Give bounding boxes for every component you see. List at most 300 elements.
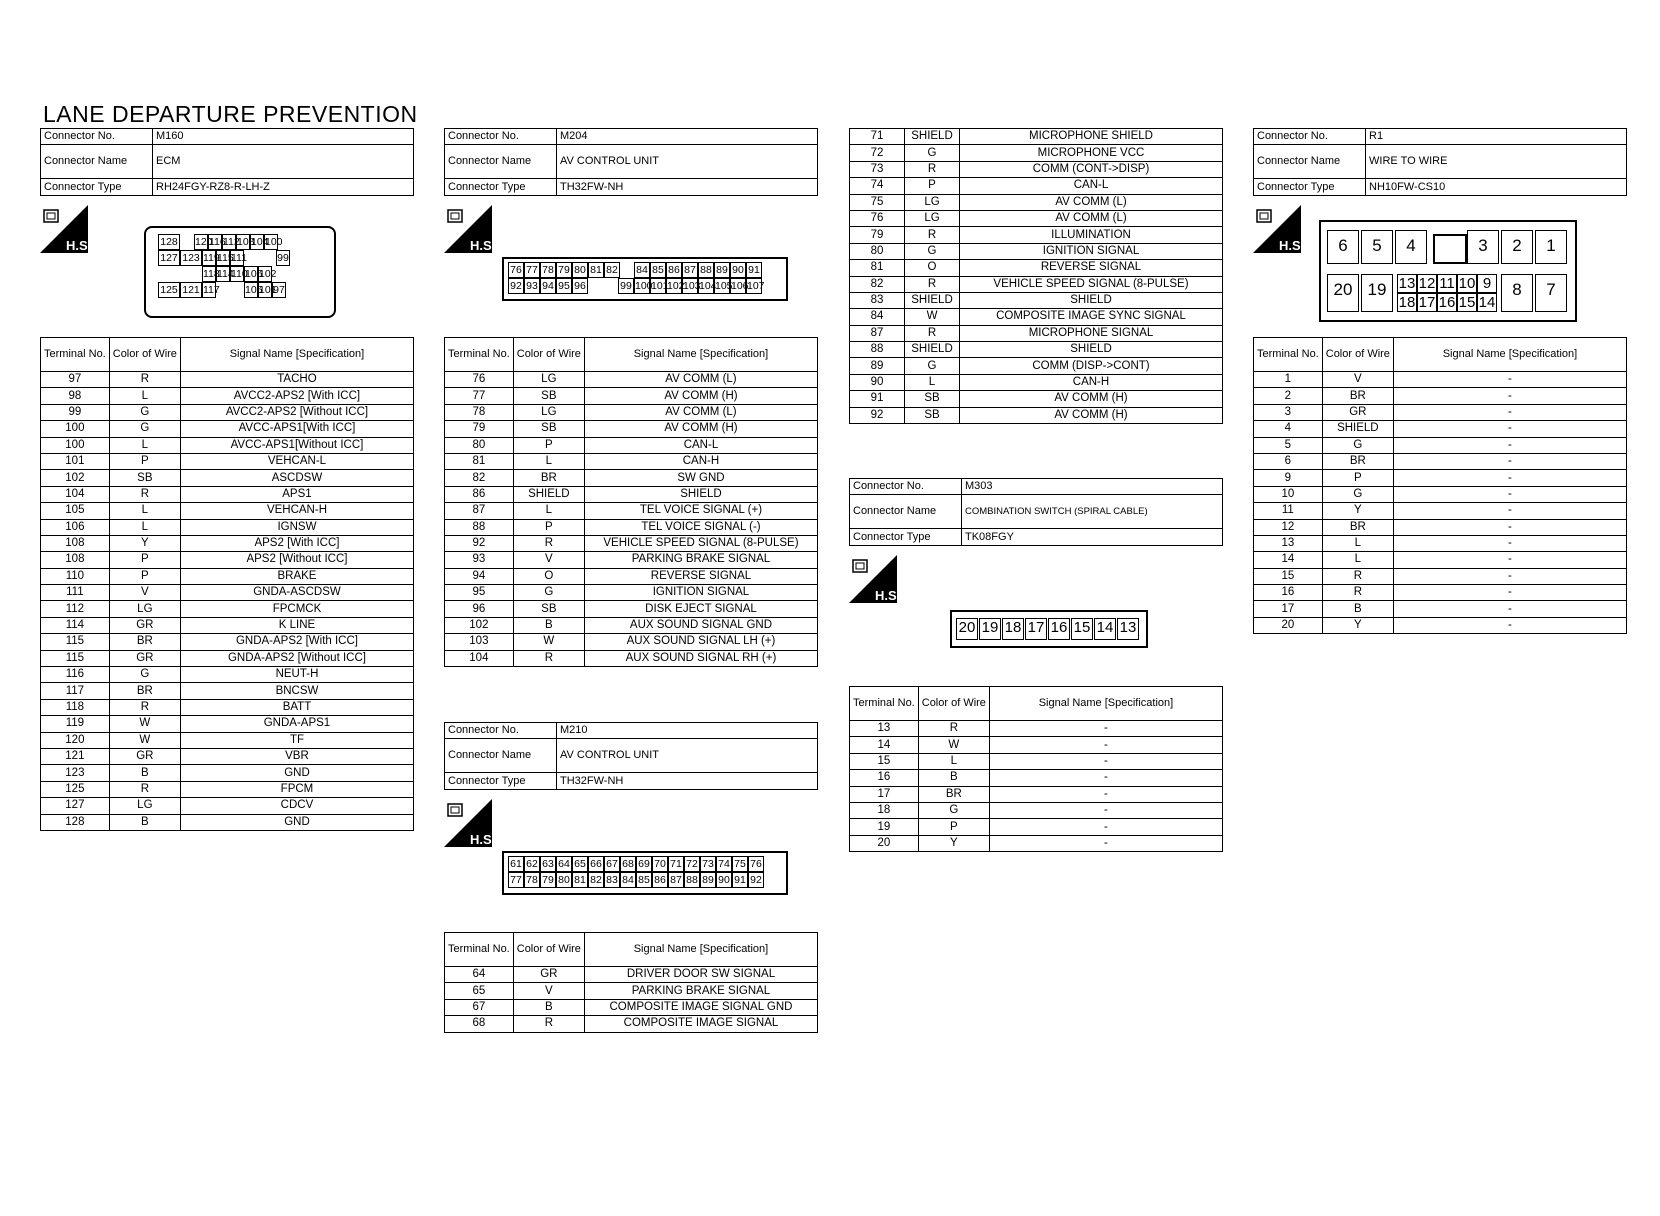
connector-pin: 84 [620, 872, 636, 888]
connector-pin: 4 [1395, 230, 1427, 264]
signal-name: GNDA-APS1 [180, 716, 413, 732]
wire-color: SHIELD [905, 129, 960, 145]
harness-side-icon [444, 799, 496, 847]
wire-color: L [109, 519, 180, 535]
connector-pin: 94 [540, 278, 556, 294]
connector-pin: 104 [699, 280, 717, 292]
terminal-no: 20 [1254, 617, 1323, 633]
table-row [41, 535, 414, 551]
connector-pin: 91 [732, 872, 748, 888]
terminal-no: 87 [850, 325, 905, 341]
page-title: LANE DEPARTURE PREVENTION [43, 101, 418, 127]
wire-color: BR [1322, 453, 1393, 469]
signal-name: FPCMCK [180, 601, 413, 617]
wire-color: G [1322, 437, 1393, 453]
signal-name: K LINE [180, 617, 413, 633]
connector-pin: 100 [265, 236, 283, 248]
hs-badge: H.S. [66, 238, 92, 253]
table-row [445, 634, 818, 650]
table-row [850, 358, 1223, 374]
signal-name: - [1393, 470, 1626, 486]
label: Connector Type [445, 179, 557, 195]
signal-name: AVCC2-APS2 [With ICC] [180, 388, 413, 404]
table-row [41, 683, 414, 699]
signal-name: SHIELD [584, 486, 817, 502]
signal-name: IGNITION SIGNAL [584, 585, 817, 601]
connector-pin: 19 [979, 618, 1001, 640]
table-row [850, 819, 1223, 835]
terminal-no: 128 [41, 814, 110, 830]
table-row [445, 535, 818, 551]
signal-name: TACHO [180, 372, 413, 388]
table-row [1254, 535, 1627, 551]
wire-color: BR [109, 634, 180, 650]
signal-name: - [1393, 617, 1626, 633]
wire-color: W [513, 634, 584, 650]
label: Connector Name [445, 145, 557, 179]
terminal-no: 20 [850, 835, 919, 851]
terminal-no: 97 [41, 372, 110, 388]
connector-pin: 78 [540, 262, 556, 278]
connector-pin: 80 [572, 262, 588, 278]
terminal-no: 76 [850, 210, 905, 226]
connector-pin: 97 [273, 284, 285, 296]
wire-color: SB [905, 407, 960, 423]
terminal-no: 89 [850, 358, 905, 374]
table-row [41, 552, 414, 568]
wire-color: Y [1322, 617, 1393, 633]
wire-color: L [109, 437, 180, 453]
terminal-no: 106 [41, 519, 110, 535]
signal-name: GND [180, 814, 413, 830]
connector-pin: 108 [237, 236, 255, 248]
terminal-no: 87 [445, 503, 514, 519]
signal-name: APS2 [With ICC] [180, 535, 413, 551]
signal-name: - [1393, 601, 1626, 617]
signal-name: AV COMM (L) [584, 404, 817, 420]
signal-name: - [989, 802, 1222, 818]
wire-color: LG [905, 210, 960, 226]
terminal-no: 88 [445, 519, 514, 535]
table-row [41, 814, 414, 830]
connector-type: NH10FW-CS10 [1366, 179, 1627, 195]
table-row [1254, 617, 1627, 633]
signal-name: CDCV [180, 798, 413, 814]
signal-name: SHIELD [960, 292, 1223, 308]
signal-name: GND [180, 765, 413, 781]
table-row [41, 699, 414, 715]
terminal-no: 112 [41, 601, 110, 617]
table-row [850, 721, 1223, 737]
connector-pin: 80 [556, 872, 572, 888]
label: Connector No. [1254, 129, 1366, 145]
connector-pin: 72 [684, 856, 700, 872]
m160-connector-face [144, 226, 336, 318]
signal-name: COMPOSITE IMAGE SIGNAL GND [584, 999, 817, 1015]
wire-color: Y [918, 835, 989, 851]
table-row [850, 292, 1223, 308]
connector-pin: 81 [572, 872, 588, 888]
wire-color: W [905, 309, 960, 325]
signal-name: COMPOSITE IMAGE SYNC SIGNAL [960, 309, 1223, 325]
signal-header: Signal Name [Specification] [989, 687, 1222, 721]
connector-pin: 83 [604, 872, 620, 888]
hs-badge: H.S. [875, 588, 901, 603]
terminal-no: 77 [445, 388, 514, 404]
wire-color: G [109, 404, 180, 420]
connector-pin: 9 [1477, 274, 1497, 293]
table-row [445, 552, 818, 568]
signal-name: AV COMM (H) [584, 388, 817, 404]
table-row [445, 453, 818, 469]
connector-pin: 8 [1501, 274, 1533, 312]
signal-name: CAN-L [960, 178, 1223, 194]
label: Connector Name [1254, 145, 1366, 179]
wire-color: Y [109, 535, 180, 551]
wire-color: L [918, 753, 989, 769]
table-row [850, 737, 1223, 753]
wire-color: SB [513, 388, 584, 404]
connector-pin: 62 [524, 856, 540, 872]
connector-pin: 112 [223, 236, 240, 248]
connector-pin: 81 [588, 262, 604, 278]
signal-name: FPCM [180, 781, 413, 797]
terminal-no: 75 [850, 194, 905, 210]
terminal-no: 110 [41, 568, 110, 584]
wire-color: L [905, 374, 960, 390]
connector-pin: 105 [245, 284, 263, 296]
signal-name: AV COMM (H) [960, 407, 1223, 423]
connector-name: ECM [153, 145, 414, 179]
terminal-no: 86 [445, 486, 514, 502]
connector-pin: 64 [556, 856, 572, 872]
terminal-no: 65 [445, 983, 514, 999]
signal-name: BATT [180, 699, 413, 715]
terminal-no: 80 [850, 243, 905, 259]
table-row [1254, 437, 1627, 453]
hs-badge: H.S. [470, 832, 496, 847]
connector-pin: 107 [747, 280, 765, 292]
terminal-no: 99 [41, 404, 110, 420]
terminal-no: 19 [850, 819, 919, 835]
connector-pin: 16 [1438, 294, 1456, 311]
wire-color: V [109, 585, 180, 601]
table-row [445, 503, 818, 519]
m210-info-table [444, 722, 818, 790]
table-row [850, 260, 1223, 276]
connector-pin: 127 [158, 250, 180, 266]
table-row [850, 161, 1223, 177]
signal-name: SHIELD [960, 342, 1223, 358]
wire-color: G [1322, 486, 1393, 502]
color-header: Color of Wire [513, 338, 584, 372]
connector-pin: 3 [1467, 230, 1499, 264]
connector-pin: 117 [203, 284, 220, 296]
wire-color: LG [109, 601, 180, 617]
r1-terminal-table [1253, 337, 1627, 634]
signal-name: GNDA-APS2 [Without ICC] [180, 650, 413, 666]
connector-pin: 105 [715, 280, 733, 292]
connector-no: M160 [153, 129, 414, 145]
wire-color: G [109, 421, 180, 437]
terminal-no: 78 [445, 404, 514, 420]
signal-name: ASCDSW [180, 470, 413, 486]
signal-name: TEL VOICE SIGNAL (-) [584, 519, 817, 535]
wire-color: P [513, 519, 584, 535]
wire-color: LG [513, 372, 584, 388]
signal-name: IGNITION SIGNAL [960, 243, 1223, 259]
connector-pin: 77 [508, 872, 524, 888]
terminal-no: 102 [445, 617, 514, 633]
terminal-no: 79 [445, 421, 514, 437]
table-row [41, 503, 414, 519]
signal-name: - [1393, 568, 1626, 584]
m204-continued-terminal-table [849, 128, 1223, 424]
connector-pin: 87 [668, 872, 684, 888]
terminal-no-header: Terminal No. [445, 933, 514, 967]
signal-header: Signal Name [Specification] [584, 338, 817, 372]
table-row [41, 372, 414, 388]
signal-name: - [989, 753, 1222, 769]
terminal-no: 64 [445, 967, 514, 983]
table-row [1254, 388, 1627, 404]
hs-badge: H.S. [470, 238, 496, 253]
wire-color: GR [1322, 404, 1393, 420]
wire-color: GR [513, 967, 584, 983]
terminal-no: 102 [41, 470, 110, 486]
connector-name: WIRE TO WIRE [1366, 145, 1627, 179]
label: Connector Type [850, 529, 962, 545]
connector-pin: 92 [508, 278, 524, 294]
table-row [850, 309, 1223, 325]
wire-color: G [905, 358, 960, 374]
terminal-no: 82 [850, 276, 905, 292]
m204-connector-face [502, 257, 788, 301]
terminal-no: 18 [850, 802, 919, 818]
connector-pin: 111 [231, 252, 247, 264]
terminal-no: 16 [850, 770, 919, 786]
m303-info-table [849, 478, 1223, 546]
table-row [445, 404, 818, 420]
connector-pin: 65 [572, 856, 588, 872]
terminal-no: 94 [445, 568, 514, 584]
terminal-no: 84 [850, 309, 905, 325]
connector-pin: 15 [1458, 294, 1476, 311]
signal-name: - [1393, 503, 1626, 519]
table-row [850, 835, 1223, 851]
terminal-no: 92 [445, 535, 514, 551]
connector-pin: 96 [572, 278, 588, 294]
signal-name: MICROPHONE VCC [960, 145, 1223, 161]
signal-name: - [1393, 552, 1626, 568]
table-row [1254, 585, 1627, 601]
table-row [1254, 404, 1627, 420]
terminal-no: 98 [41, 388, 110, 404]
connector-pin: 76 [508, 262, 524, 278]
wire-color: P [109, 552, 180, 568]
wire-color: R [905, 227, 960, 243]
connector-pin: 103 [683, 280, 701, 292]
table-row [850, 374, 1223, 390]
connector-pin: 85 [650, 262, 666, 278]
table-row [445, 568, 818, 584]
connector-pin: 86 [666, 262, 682, 278]
terminal-no: 100 [41, 437, 110, 453]
table-row [850, 407, 1223, 423]
signal-name: AV COMM (H) [960, 391, 1223, 407]
table-row [445, 999, 818, 1015]
signal-name: VEHCAN-L [180, 453, 413, 469]
connector-pin: 77 [524, 262, 540, 278]
connector-pin: 125 [158, 282, 180, 298]
connector-pin: 18 [1398, 294, 1416, 311]
wire-color: R [109, 486, 180, 502]
table-row [41, 765, 414, 781]
wire-color: R [109, 699, 180, 715]
signal-name: - [1393, 372, 1626, 388]
connector-pin: 91 [746, 262, 762, 278]
wire-color: R [905, 161, 960, 177]
table-row [1254, 568, 1627, 584]
table-row [41, 388, 414, 404]
wire-color: BR [513, 470, 584, 486]
wire-color: L [513, 453, 584, 469]
wire-color: G [905, 243, 960, 259]
table-row [445, 486, 818, 502]
table-row [850, 753, 1223, 769]
signal-name: REVERSE SIGNAL [960, 260, 1223, 276]
terminal-no: 72 [850, 145, 905, 161]
m160-terminal-table [40, 337, 414, 831]
signal-name: COMM (CONT->DISP) [960, 161, 1223, 177]
connector-pin: 16 [1048, 618, 1070, 640]
wire-color: SHIELD [1322, 421, 1393, 437]
signal-name: REVERSE SIGNAL [584, 568, 817, 584]
signal-name: - [1393, 453, 1626, 469]
terminal-no: 73 [850, 161, 905, 177]
table-row [41, 453, 414, 469]
wire-color: G [905, 145, 960, 161]
signal-name: DRIVER DOOR SW SIGNAL [584, 967, 817, 983]
signal-name: SW GND [584, 470, 817, 486]
table-row [850, 178, 1223, 194]
harness-side-icon [849, 555, 901, 603]
connector-pin: 70 [652, 856, 668, 872]
connector-type: RH24FGY-RZ8-R-LH-Z [153, 179, 414, 195]
signal-name: - [1393, 421, 1626, 437]
signal-name: PARKING BRAKE SIGNAL [584, 983, 817, 999]
connector-pin: 115 [217, 252, 234, 264]
signal-name: VEHICLE SPEED SIGNAL (8-PULSE) [584, 535, 817, 551]
table-row [41, 667, 414, 683]
connector-pin: 19 [1361, 274, 1393, 312]
connector-pin: 87 [682, 262, 698, 278]
table-row [41, 585, 414, 601]
terminal-no: 88 [850, 342, 905, 358]
signal-name: AUX SOUND SIGNAL LH (+) [584, 634, 817, 650]
label: Connector Type [445, 773, 557, 789]
connector-pin: 84 [634, 262, 650, 278]
harness-side-icon [444, 205, 496, 253]
table-row [41, 798, 414, 814]
r1-connector-face [1319, 220, 1577, 322]
connector-name: AV CONTROL UNIT [557, 145, 818, 179]
table-row [1254, 519, 1627, 535]
connector-pin: 20 [1327, 274, 1359, 312]
terminal-no: 117 [41, 683, 110, 699]
connector-type: TH32FW-NH [557, 179, 818, 195]
wire-color: R [905, 325, 960, 341]
terminal-no: 80 [445, 437, 514, 453]
table-row [1254, 372, 1627, 388]
terminal-no: 115 [41, 650, 110, 666]
terminal-no: 116 [41, 667, 110, 683]
connector-pin: 73 [700, 856, 716, 872]
terminal-no: 17 [1254, 601, 1323, 617]
label: Connector Name [445, 739, 557, 773]
connector-no: R1 [1366, 129, 1627, 145]
terminal-no: 1 [1254, 372, 1323, 388]
connector-key [1433, 234, 1467, 264]
table-row [445, 983, 818, 999]
connector-pin: 95 [556, 278, 572, 294]
table-row [41, 404, 414, 420]
table-row [41, 486, 414, 502]
signal-name: - [1393, 585, 1626, 601]
table-row [41, 732, 414, 748]
table-row [41, 650, 414, 666]
table-row [41, 617, 414, 633]
table-row [850, 210, 1223, 226]
connector-pin: 6 [1327, 230, 1359, 264]
table-row [850, 786, 1223, 802]
terminal-no: 114 [41, 617, 110, 633]
table-row [850, 243, 1223, 259]
wire-color: R [109, 781, 180, 797]
signal-name: - [989, 770, 1222, 786]
signal-header: Signal Name [Specification] [584, 933, 817, 967]
wire-color: B [918, 770, 989, 786]
terminal-no: 3 [1254, 404, 1323, 420]
signal-name: PARKING BRAKE SIGNAL [584, 552, 817, 568]
connector-no: M210 [557, 723, 818, 739]
connector-pin: 90 [716, 872, 732, 888]
terminal-no: 118 [41, 699, 110, 715]
signal-name: APS2 [Without ICC] [180, 552, 413, 568]
wire-color: O [905, 260, 960, 276]
connector-pin: 7 [1535, 274, 1567, 312]
wire-color: O [513, 568, 584, 584]
connector-pin: 12 [1418, 275, 1436, 292]
terminal-no: 14 [1254, 552, 1323, 568]
connector-pin: 69 [636, 856, 652, 872]
terminal-no: 123 [41, 765, 110, 781]
harness-side-icon [1253, 205, 1305, 253]
wire-color: R [1322, 585, 1393, 601]
terminal-no: 120 [41, 732, 110, 748]
table-row [445, 372, 818, 388]
table-row [445, 650, 818, 666]
signal-name: MICROPHONE SHIELD [960, 129, 1223, 145]
connector-pin: 78 [524, 872, 540, 888]
terminal-no: 101 [41, 453, 110, 469]
terminal-no-header: Terminal No. [850, 687, 919, 721]
terminal-no: 13 [1254, 535, 1323, 551]
terminal-no: 96 [445, 601, 514, 617]
wire-color: W [109, 716, 180, 732]
terminal-no: 127 [41, 798, 110, 814]
color-header: Color of Wire [513, 933, 584, 967]
